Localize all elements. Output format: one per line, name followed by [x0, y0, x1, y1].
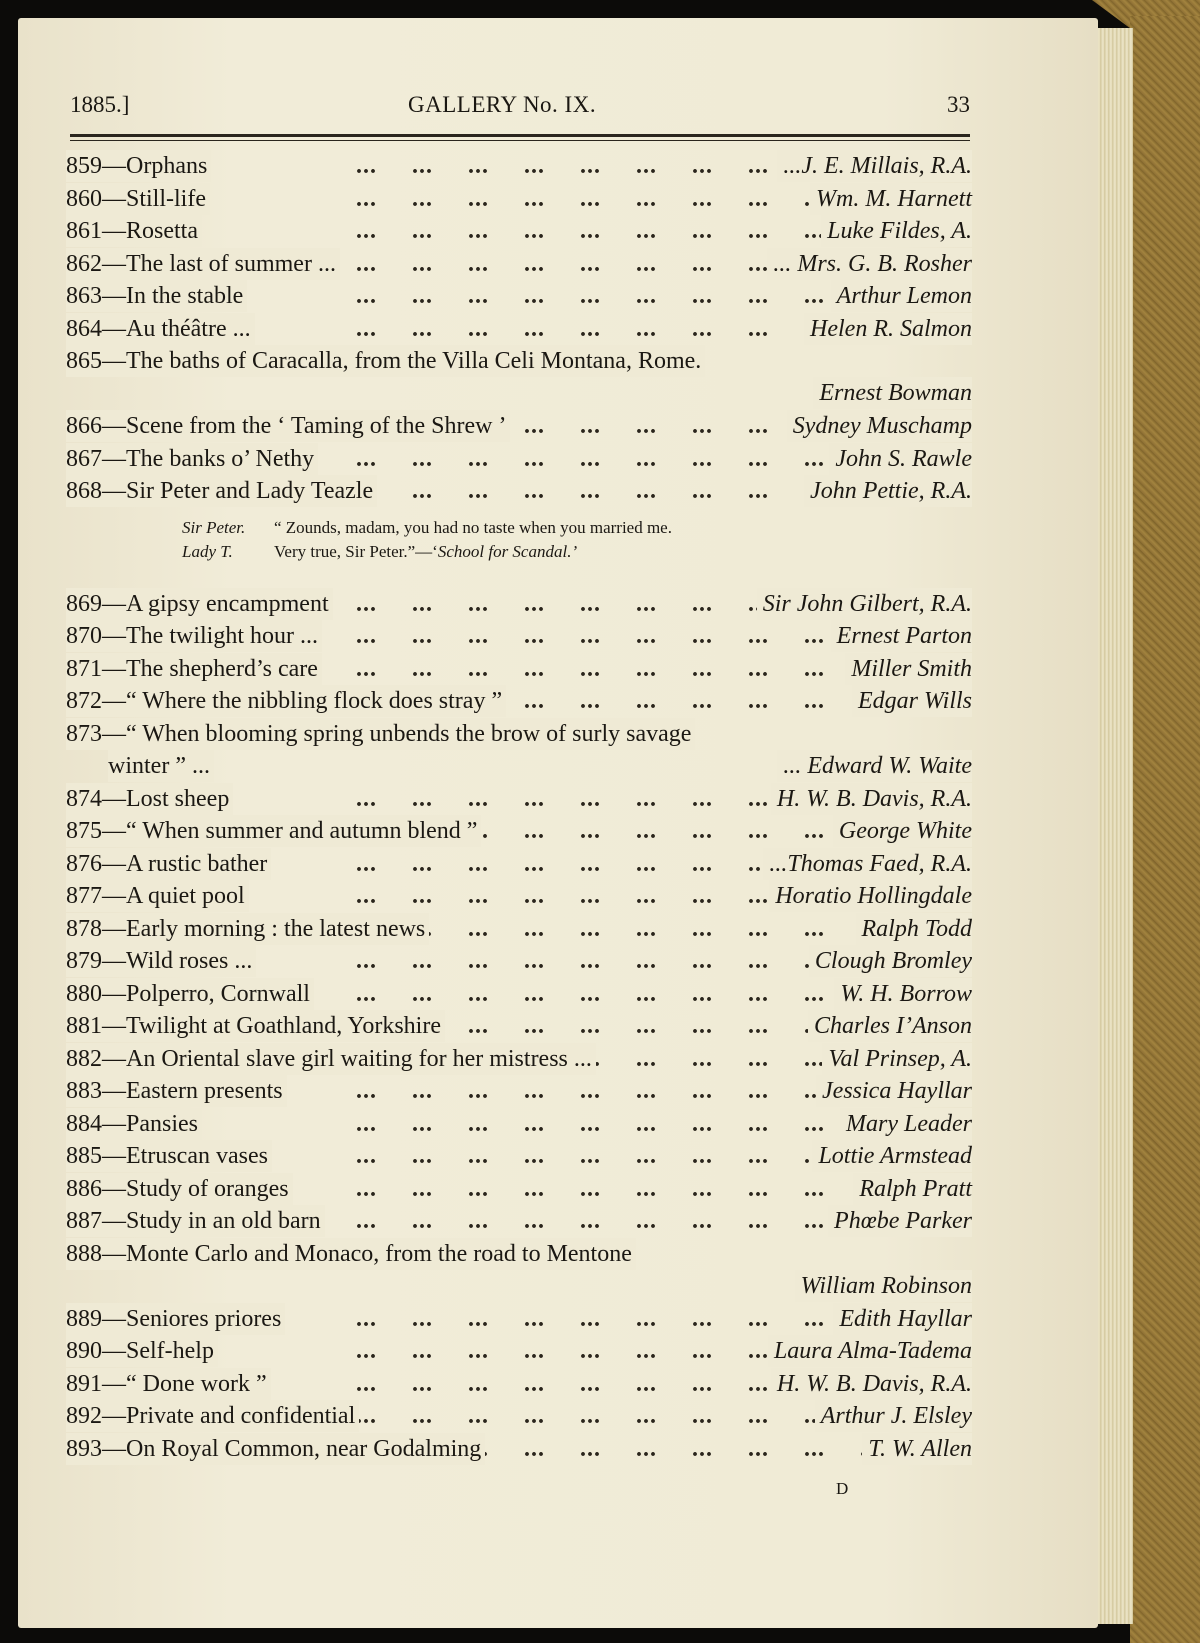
entry-artist: John Pettie, R.A.	[804, 475, 972, 507]
entry-artist: William Robinson	[795, 1270, 972, 1302]
entry-artist: George White	[833, 815, 972, 847]
entry-artist: Arthur J. Elsley	[815, 1400, 972, 1432]
catalogue-entry	[66, 588, 972, 621]
quotation	[66, 516, 972, 588]
entry-artist: Arthur Lemon	[831, 280, 972, 312]
entry-title: 860—Still-life	[66, 183, 210, 215]
entry-title: 870—The twilight hour ...	[66, 620, 322, 652]
entry-artist: Lottie Armstead	[812, 1140, 972, 1172]
entry-artist: Ernest Bowman	[813, 377, 972, 409]
entry-artist: H. W. B. Davis, R.A.	[771, 1368, 972, 1400]
entry-artist: Sir John Gilbert, R.A.	[757, 588, 972, 620]
entry-title: 867—The banks o’ Nethy	[66, 443, 318, 475]
catalogue-entry	[66, 653, 972, 686]
entry-title: 883—Eastern presents	[66, 1075, 287, 1107]
entry-title: 875—“ When summer and autumn blend ”	[66, 815, 481, 847]
entry-title: 873—“ When blooming spring unbends the brow of surly savage	[66, 718, 695, 750]
entry-artist: Ralph Pratt	[853, 1173, 972, 1205]
entry-title: 874—Lost sheep	[66, 783, 233, 815]
header-title: GALLERY No. IX.	[408, 92, 597, 117]
catalogue-entry	[66, 1173, 972, 1206]
entry-artist: Luke Fildes, A.	[821, 215, 972, 247]
entry-artist: Helen R. Salmon	[804, 313, 972, 345]
entry-title: 892—Private and confidential	[66, 1400, 359, 1432]
entry-artist: ... Mrs. G. B. Rosher	[767, 248, 972, 280]
entry-artist: Edith Hayllar	[833, 1303, 972, 1335]
quote-speaker: Lady T.	[182, 541, 233, 561]
catalogue-entry	[66, 280, 972, 313]
catalogue-entry	[66, 978, 972, 1011]
entry-artist: Edgar Wills	[852, 685, 972, 717]
quote-line: “ Zounds, madam, you had no taste when you married me.	[274, 517, 672, 537]
catalogue-entry	[66, 1433, 972, 1466]
entry-title: 871—The shepherd’s care	[66, 653, 322, 685]
entry-artist: Horatio Hollingdale	[769, 880, 972, 912]
entry-title: 887—Study in an old barn	[66, 1205, 325, 1237]
entry-title: 882—An Oriental slave girl waiting for her mistress ...	[66, 1043, 596, 1075]
entry-title: 866—Scene from the ‘ Taming of the Shrew ’	[66, 410, 510, 442]
entry-artist: Jessica Hayllar	[816, 1075, 972, 1107]
catalogue-entry	[66, 815, 972, 848]
entry-artist: Sydney Muschamp	[787, 410, 972, 442]
catalogue-entry	[66, 345, 972, 410]
entry-title: 859—Orphans	[66, 150, 211, 182]
entry-title: 880—Polperro, Cornwall	[66, 978, 314, 1010]
catalogue-entry	[66, 1303, 972, 1336]
catalogue-entry	[66, 880, 972, 913]
book-cover-edge	[1130, 16, 1200, 1643]
catalogue-entry	[66, 1140, 972, 1173]
entry-artist: Clough Bromley	[809, 945, 972, 977]
entry-title: 879—Wild roses ...	[66, 945, 256, 977]
entry-title: 878—Early morning : the latest news	[66, 913, 429, 945]
entry-title: 881—Twilight at Goathland, Yorkshire	[66, 1010, 445, 1042]
quote-speaker: Sir Peter.	[182, 517, 246, 537]
entry-artist: W. H. Borrow	[834, 978, 972, 1010]
entry-title: 893—On Royal Common, near Godalming	[66, 1433, 485, 1465]
catalogue-entry	[66, 913, 972, 946]
entry-artist: ... Edward W. Waite	[777, 750, 972, 782]
entry-title: 889—Seniores priores	[66, 1303, 285, 1335]
signature-mark: D	[836, 1479, 849, 1498]
entry-title: 886—Study of oranges	[66, 1173, 293, 1205]
catalogue-entry	[66, 183, 972, 216]
catalogue-entry	[66, 1205, 972, 1238]
quote-source: School for Scandal.’	[437, 541, 578, 561]
page-edges	[1096, 28, 1133, 1624]
header-rule-thick	[70, 134, 970, 137]
entry-artist: ...J. E. Millais, R.A.	[777, 150, 972, 182]
entry-title: 891—“ Done work ”	[66, 1368, 271, 1400]
catalogue-entry	[66, 1335, 972, 1368]
quote-line: Very true, Sir Peter.”—‘	[274, 541, 438, 561]
entry-title: 868—Sir Peter and Lady Teazle	[66, 475, 377, 507]
entry-title: 877—A quiet pool	[66, 880, 249, 912]
catalogue-entry	[66, 1043, 972, 1076]
entry-artist: ...Thomas Faed, R.A.	[763, 848, 972, 880]
catalogue-entry	[66, 410, 972, 443]
catalogue-entry	[66, 620, 972, 653]
catalogue-entry	[66, 1368, 972, 1401]
catalogue-entry	[66, 945, 972, 978]
entry-artist: Ralph Todd	[856, 913, 972, 945]
entry-title: 863—In the stable	[66, 280, 247, 312]
entry-title: 869—A gipsy encampment	[66, 588, 333, 620]
catalogue-entry	[66, 1010, 972, 1043]
catalogue-entry	[66, 443, 972, 476]
catalogue-entry	[66, 475, 972, 508]
catalogue-entry	[66, 718, 972, 783]
entry-artist: Mary Leader	[840, 1108, 972, 1140]
catalogue-entry	[66, 248, 972, 281]
entry-artist: Phœbe Parker	[828, 1205, 972, 1237]
entry-artist: H. W. B. Davis, R.A.	[771, 783, 972, 815]
entry-title: 884—Pansies	[66, 1108, 202, 1140]
entry-artist: Wm. M. Harnett	[810, 183, 972, 215]
header-year: 1885.]	[70, 92, 130, 117]
catalogue-entry	[66, 1108, 972, 1141]
entry-title: 865—The baths of Caracalla, from the Villa Celi Montana, Rome.	[66, 345, 705, 377]
entry-artist: Laura Alma-Tadema	[768, 1335, 972, 1367]
catalogue-entry	[66, 1238, 972, 1303]
catalogue-entry	[66, 1400, 972, 1433]
catalogue-entry	[66, 150, 972, 183]
entry-artist: Miller Smith	[845, 653, 972, 685]
entry-artist: Ernest Parton	[831, 620, 972, 652]
catalogue-entry	[66, 685, 972, 718]
entry-title: 888—Monte Carlo and Monaco, from the road to Mentone	[66, 1238, 636, 1270]
entry-title: 876—A rustic bather	[66, 848, 271, 880]
entry-artist: T. W. Allen	[862, 1433, 972, 1465]
catalogue-entry	[66, 783, 972, 816]
entry-title: 864—Au théâtre ...	[66, 313, 255, 345]
catalogue-entry	[66, 215, 972, 248]
entry-artist: Val Prinsep, A.	[822, 1043, 972, 1075]
header-rule-thin	[70, 140, 970, 141]
entry-title: 872—“ Where the nibbling flock does stray ”	[66, 685, 506, 717]
catalogue-entry	[66, 1075, 972, 1108]
entry-title: 862—The last of summer ...	[66, 248, 340, 280]
running-header	[70, 92, 970, 126]
catalogue-entry	[66, 848, 972, 881]
entry-artist: Charles I’Anson	[808, 1010, 972, 1042]
catalogue-entry	[66, 313, 972, 346]
entry-title: 885—Etruscan vases	[66, 1140, 272, 1172]
entry-title: 861—Rosetta	[66, 215, 202, 247]
entry-title: 890—Self-help	[66, 1335, 218, 1367]
catalogue-entries	[66, 150, 972, 1465]
entry-artist: John S. Rawle	[829, 443, 972, 475]
page-number: 33	[947, 92, 970, 117]
entry-title-continued: winter ” ...	[108, 750, 214, 782]
